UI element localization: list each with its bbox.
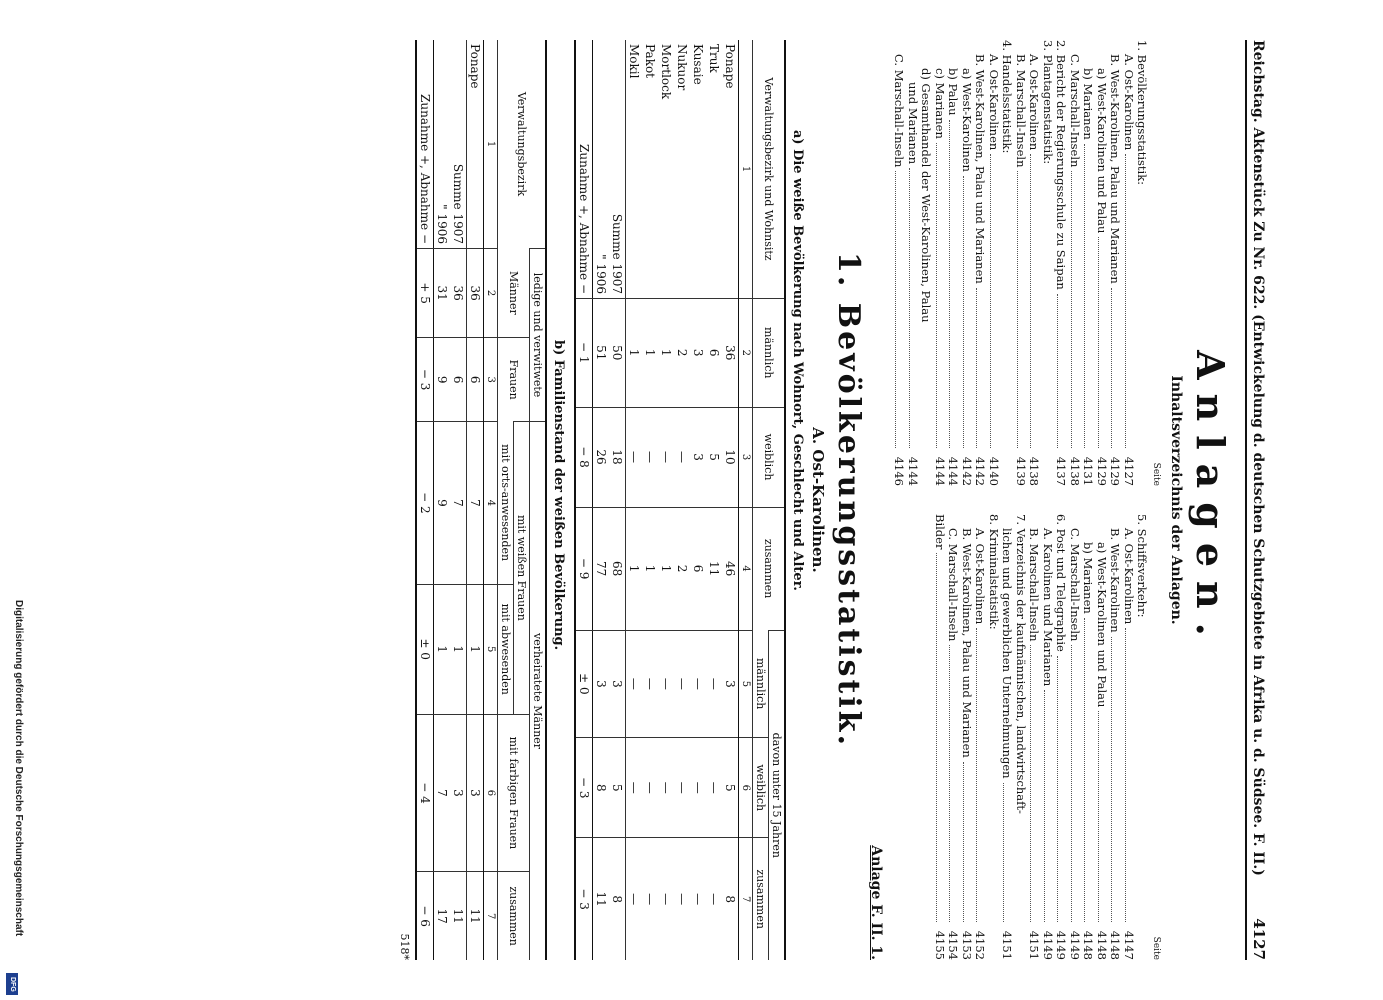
- column-number-row: [739, 40, 753, 960]
- toc-entry-page: 4144: [946, 456, 961, 486]
- cell-value: 1: [434, 584, 451, 714]
- toc-entry: [1068, 514, 1082, 960]
- col-head-women: Frauen: [498, 338, 530, 422]
- toc-entry: [1108, 514, 1122, 960]
- col-head-married: verheiratete Männer: [530, 422, 547, 960]
- cell-value: 3: [450, 714, 467, 872]
- cell-value: 36: [467, 249, 484, 338]
- cell-value: 68: [609, 507, 626, 630]
- toc-entry: [1014, 40, 1028, 486]
- toc-entry-title: b) Marianen: [1081, 542, 1096, 614]
- page-title: Anlagen.: [1188, 350, 1233, 650]
- cell-value: 9: [434, 338, 451, 422]
- toc-entry: [933, 514, 947, 960]
- digitization-note: [4, 600, 24, 995]
- cell-value: —: [674, 738, 690, 838]
- cell-value: − 9: [575, 507, 593, 630]
- col-head-under15-total: zusammen: [753, 838, 769, 960]
- row-label: Summe 1907: [450, 40, 467, 249]
- column-number: 5: [739, 630, 753, 738]
- sheet-number: 518*: [398, 933, 411, 960]
- toc-leader-dots: [963, 176, 973, 448]
- toc-entry-page: 4139: [1014, 456, 1028, 486]
- cell-value: 17: [434, 872, 451, 960]
- toc-entry: [1041, 40, 1055, 486]
- column-number: 2: [484, 249, 498, 338]
- toc-entry-title: lichen und gewerblichen Unternehmungen: [1000, 528, 1015, 779]
- place-name: Mokil: [627, 44, 641, 79]
- cell-value: 31: [434, 249, 451, 338]
- toc-entry-title: 5. Schiffsverkehr:: [1135, 514, 1150, 618]
- toc-entry-title: 7. Verzeichnis der kaufmännischen, landwirtschaft-: [1014, 514, 1028, 814]
- toc-entry-page: 4146: [892, 456, 907, 486]
- cell-value: 11: [467, 872, 484, 960]
- col-head-white-wives: mit weißen Frauen: [514, 422, 530, 715]
- toc-entry: [973, 40, 987, 486]
- cell-value: 3: [690, 407, 706, 507]
- cell-value: 1: [658, 507, 674, 630]
- toc-entry-title: A. Ost-Karolinen: [987, 54, 1001, 151]
- column-number: 7: [484, 872, 498, 960]
- toc-entry-title: b) Marianen: [1081, 68, 1096, 140]
- toc-page-header: Seite: [1151, 462, 1161, 486]
- toc-entry-title: B. Marschall-Inseln: [1014, 54, 1028, 168]
- toc-entry: [892, 40, 906, 486]
- cell-value: 46: [722, 507, 739, 630]
- toc-entry-title: A. Karolinen und Marianen: [1041, 528, 1055, 687]
- cell-value: 6: [450, 338, 467, 422]
- row-label: " 1906: [594, 254, 608, 294]
- population-table: [574, 40, 786, 960]
- cell-value: —: [642, 407, 658, 507]
- toc-entry-page: 4151: [1000, 930, 1015, 960]
- toc-entry-title: Bilder: [933, 514, 947, 550]
- toc-entry-title: B. West-Karolinen, Palau und Marianen: [960, 528, 974, 758]
- toc-page-header: Seite: [1151, 936, 1161, 960]
- cell-value: 36: [722, 299, 739, 408]
- toc-leader-dots: [936, 143, 946, 448]
- row-label: Summe 1907: [609, 40, 626, 299]
- toc-entry-page: 4131: [1081, 456, 1096, 486]
- cell-value: 11: [706, 507, 722, 630]
- toc-entry-page: 4129: [1108, 456, 1123, 486]
- toc-entry: [1014, 514, 1028, 960]
- column-number: 1: [739, 40, 753, 299]
- toc-leader-dots: [977, 288, 987, 448]
- toc-leader-dots: [1044, 690, 1054, 922]
- population-table-body: [575, 40, 753, 960]
- toc-leader-dots: [936, 553, 946, 922]
- toc-entry-title: A. Ost-Karolinen: [1122, 54, 1136, 151]
- toc-entry-page: 4151: [1027, 930, 1042, 960]
- cell-value: —: [674, 838, 690, 960]
- cell-value: —: [626, 407, 643, 507]
- toc-leader-dots: [1125, 154, 1135, 448]
- col-head-colored-wives: mit farbigen Frauen: [498, 714, 530, 872]
- toc-entry-title: A. Ost-Karolinen: [1122, 528, 1136, 625]
- toc-entry-page: 4149: [1054, 930, 1069, 960]
- toc-entry-page: 4149: [1068, 930, 1082, 960]
- cell-value: —: [706, 738, 722, 838]
- toc-leader-dots: [1031, 645, 1041, 922]
- toc-entry: [1135, 514, 1149, 960]
- toc-entry-page: 4148: [1108, 930, 1123, 960]
- cell-value: 1: [626, 507, 643, 630]
- col-head-married-total: zusammen: [498, 872, 530, 960]
- cell-value: 8: [609, 838, 626, 960]
- cell-value: 36: [450, 249, 467, 338]
- col-head-female: weiblich: [753, 407, 786, 507]
- toc-entry: [1095, 40, 1109, 486]
- cell-value: 11: [593, 838, 610, 960]
- row-label: Zunahme +, Abnahme −: [575, 40, 593, 299]
- toc-entry: [906, 40, 920, 486]
- family-status-table: [415, 40, 547, 960]
- cell-value: 50: [609, 299, 626, 408]
- cell-value: 2: [674, 507, 690, 630]
- column-number: 5: [484, 584, 498, 714]
- toc-entry-page: 4149: [1041, 930, 1055, 960]
- family-status-table-body: [416, 40, 498, 960]
- table-row: [674, 40, 690, 960]
- toc-entry: [1095, 514, 1109, 960]
- toc-leader-dots: [1058, 294, 1068, 448]
- cell-value: —: [658, 738, 674, 838]
- cell-value: − 3: [575, 838, 593, 960]
- document-page: [100, 0, 1280, 1000]
- cell-value: − 3: [416, 338, 434, 422]
- toc-leader-dots: [963, 762, 973, 922]
- toc-entry-title: A. Ost-Karolinen: [973, 528, 988, 625]
- toc-entry-page: 4154: [946, 930, 961, 960]
- toc-entry: [1081, 514, 1095, 960]
- table-row: [706, 40, 722, 960]
- toc-entry-title: 2. Bericht der Regierungsschule zu Saipan: [1054, 40, 1069, 290]
- table-row: [467, 40, 484, 960]
- cell-value: 6: [690, 507, 706, 630]
- toc-entry-title: B. West-Karolinen, Palau und Marianen: [1108, 54, 1123, 284]
- page-number: 4127: [1250, 918, 1268, 960]
- toc-entry: [1041, 514, 1055, 960]
- toc-entry: [1122, 40, 1136, 486]
- toc-entry-page: 4155: [933, 930, 947, 960]
- cell-value: 2: [674, 299, 690, 408]
- toc-entry: [1108, 40, 1122, 486]
- cell-value: —: [706, 630, 722, 738]
- toc-entry-title: 6. Post und Telegraphie: [1054, 514, 1069, 652]
- column-number: 4: [484, 422, 498, 585]
- table-row: [416, 40, 434, 960]
- section-title: 1. Bevölkerungsstatistik.: [831, 251, 866, 749]
- column-number: 2: [739, 299, 753, 408]
- toc-leader-dots: [1058, 656, 1068, 922]
- table1-caption: a) Die weiße Bevölkerung nach Wohnort, Geschlecht und Alter.: [790, 130, 805, 591]
- row-label: Ponape: [468, 44, 482, 89]
- toc-entry-page: 4138: [1068, 456, 1082, 486]
- cell-value: 9: [434, 422, 451, 585]
- toc-leader-dots: [1098, 237, 1108, 448]
- cell-value: − 1: [575, 299, 593, 408]
- cell-value: − 2: [416, 422, 434, 585]
- col-head-absent: mit abwesenden: [498, 584, 514, 714]
- toc-entry-title: C. Marschall-Inseln: [892, 54, 907, 168]
- cell-value: 26: [593, 407, 610, 507]
- toc-entry-page: 4153: [960, 930, 974, 960]
- column-number: 4: [739, 507, 753, 630]
- toc-entry-page: 4148: [1081, 930, 1096, 960]
- column-number: 6: [484, 714, 498, 872]
- cell-value: —: [658, 838, 674, 960]
- cell-value: —: [626, 838, 643, 960]
- toc-entry-title: C. Marschall-Inseln: [946, 528, 961, 642]
- row-label: " 1906: [435, 204, 449, 244]
- cell-value: − 6: [416, 872, 434, 960]
- dfg-logo: DFG: [6, 973, 18, 995]
- place-name: Pakot: [643, 44, 657, 79]
- toc-entry-title: A. Ost-Karolinen: [1027, 54, 1042, 151]
- toc-entry-title: 4. Handelsstatistik:: [1000, 40, 1015, 154]
- toc-entry-title: B. West-Karolinen: [1108, 528, 1123, 633]
- toc-entry-title: 3. Plantagenstatistik:: [1041, 40, 1055, 165]
- cell-value: 5: [609, 738, 626, 838]
- cell-value: —: [690, 738, 706, 838]
- col-head-single: ledige und verwitwete: [530, 249, 547, 422]
- place-name: Ponape: [723, 44, 737, 89]
- toc-entry: [1027, 514, 1041, 960]
- toc-leader-dots: [1004, 783, 1014, 922]
- toc-entry-page: 4127: [1122, 456, 1136, 486]
- toc-entry: [987, 40, 1001, 486]
- toc-title: Inhaltsverzeichnis der Anlagen.: [1168, 375, 1184, 625]
- cell-value: —: [626, 738, 643, 838]
- col-head-place: Verwaltungsbezirk und Wohnsitz: [753, 40, 786, 299]
- cell-value: 8: [722, 838, 739, 960]
- cell-value: 77: [593, 507, 610, 630]
- toc-leader-dots: [909, 168, 919, 448]
- toc-entry: [1135, 40, 1149, 486]
- cell-value: 7: [434, 714, 451, 872]
- cell-value: 3: [609, 630, 626, 738]
- cell-value: —: [674, 630, 690, 738]
- col-head-men: Männer: [498, 249, 530, 338]
- toc-leader-dots: [1125, 628, 1135, 922]
- place-name: Truk: [707, 44, 721, 73]
- cell-value: —: [642, 630, 658, 738]
- cell-value: 3: [722, 630, 739, 738]
- toc-leader-dots: [1085, 618, 1095, 922]
- subsection-title: A. Ost-Karolinen.: [809, 427, 827, 573]
- cell-value: 51: [593, 299, 610, 408]
- sum-1907-row: [609, 40, 626, 960]
- cell-value: 3: [467, 714, 484, 872]
- cell-value: —: [674, 407, 690, 507]
- toc-leader-dots: [950, 120, 960, 448]
- cell-value: 5: [722, 738, 739, 838]
- cell-value: − 8: [575, 407, 593, 507]
- running-head-title: Reichstag. Aktenstück Zu Nr. 622. (Entwickelung d. deutschen Schutzgebiete in Afrika u. d. Südsee. F. II.): [1250, 40, 1266, 876]
- toc-entry-page: 4148: [1095, 930, 1109, 960]
- toc-entry-page: 4142: [960, 456, 974, 486]
- cell-value: 1: [642, 299, 658, 408]
- toc-entry-title: a) West-Karolinen und Palau: [1095, 68, 1109, 234]
- cell-value: 11: [450, 872, 467, 960]
- toc-entry-title: B. Marschall-Inseln: [1027, 528, 1042, 642]
- table-row: [722, 40, 739, 960]
- table-row: [450, 40, 467, 960]
- toc-entry: [960, 40, 974, 486]
- cell-value: 1: [642, 507, 658, 630]
- toc-entry: [1081, 40, 1095, 486]
- place-name: Nukuor: [675, 44, 689, 91]
- cell-value: 10: [722, 407, 739, 507]
- column-number: 6: [739, 738, 753, 838]
- place-name: Mortlock: [659, 44, 673, 100]
- annex-label: Anlage F. II. 1.: [868, 845, 884, 960]
- cell-value: 3: [690, 299, 706, 408]
- toc-entry-page: 4138: [1027, 456, 1042, 486]
- toc-entry-title: C. Marschall-Inseln: [1068, 528, 1082, 642]
- cell-value: 7: [450, 422, 467, 585]
- toc-entry-page: 4129: [1095, 456, 1109, 486]
- col-head-district: Verwaltungsbezirk: [498, 40, 547, 249]
- column-number: 7: [739, 838, 753, 960]
- cell-value: 7: [467, 422, 484, 585]
- cell-value: ± 0: [575, 630, 593, 738]
- table-row: [434, 40, 451, 960]
- column-number: 1: [484, 40, 498, 249]
- toc-entry: [973, 514, 987, 960]
- toc-entry: [1122, 514, 1136, 960]
- toc-entry: [1000, 514, 1014, 960]
- col-head-under15-female: weiblich: [753, 738, 769, 838]
- cell-value: 6: [706, 299, 722, 408]
- change-row: [575, 40, 593, 960]
- cell-value: − 4: [416, 714, 434, 872]
- toc-entry: [946, 40, 960, 486]
- toc-entry-page: 4140: [987, 456, 1001, 486]
- toc-entry-page: 4152: [973, 930, 988, 960]
- toc-leader-dots: [1112, 637, 1122, 922]
- cell-value: —: [658, 407, 674, 507]
- cell-value: 1: [467, 584, 484, 714]
- table-row: [642, 40, 658, 960]
- cell-value: 6: [467, 338, 484, 422]
- toc-entry: [946, 514, 960, 960]
- column-number-row: [484, 40, 498, 960]
- cell-value: 1: [450, 584, 467, 714]
- table-row: [626, 40, 643, 960]
- cell-value: 1: [658, 299, 674, 408]
- toc-entry-title: d) Gesamthandel der West-Karolinen, Palau: [919, 68, 934, 323]
- cell-value: —: [706, 838, 722, 960]
- toc-leader-dots: [1031, 154, 1041, 448]
- table2-caption: b) Familienstand der weißen Bevölkerung.: [551, 340, 566, 651]
- cell-value: —: [642, 738, 658, 838]
- toc-right-column: [892, 514, 1162, 960]
- toc-leader-dots: [1071, 171, 1081, 448]
- toc-entry-title: C. Marschall-Inseln: [1068, 54, 1082, 168]
- table-row: [690, 40, 706, 960]
- toc-entry-title: B. West-Karolinen, Palau und Marianen: [973, 54, 988, 284]
- toc-left-column: [892, 40, 1162, 486]
- toc-entry: [933, 40, 947, 486]
- table-row: [658, 40, 674, 960]
- col-head-under15: davon unter 15 Jahren: [769, 630, 786, 960]
- toc-entry: [960, 514, 974, 960]
- toc-entry-page: 4144: [906, 456, 920, 486]
- toc-entry-page: 4142: [973, 456, 988, 486]
- toc-entry-title: 8. Kriminalstatistik:: [987, 514, 1001, 630]
- toc-entry-title: c) Marianen: [933, 68, 947, 139]
- toc-leader-dots: [950, 645, 960, 922]
- cell-value: —: [690, 630, 706, 738]
- cell-value: 8: [593, 738, 610, 838]
- row-label: Zunahme +, Abnahme −: [416, 40, 434, 249]
- toc-entry-title: a) West-Karolinen: [960, 68, 974, 172]
- toc-leader-dots: [1112, 288, 1122, 448]
- toc-entry-page: 4144: [933, 456, 947, 486]
- cell-value: 18: [609, 407, 626, 507]
- cell-value: —: [626, 630, 643, 738]
- toc-leader-dots: [990, 154, 1000, 448]
- toc-entry-page: 4137: [1054, 456, 1069, 486]
- toc-entry: [1054, 40, 1068, 486]
- cell-value: ± 0: [416, 584, 434, 714]
- col-head-under15-male: männlich: [753, 630, 769, 738]
- rotated-page: [100, 0, 1280, 1000]
- toc-leader-dots: [1085, 144, 1095, 448]
- cell-value: —: [642, 838, 658, 960]
- running-head: [1245, 40, 1268, 960]
- toc-entry-title: a) West-Karolinen und Palau: [1095, 542, 1109, 708]
- sum-1906-row: [593, 40, 610, 960]
- toc-entry: [1054, 514, 1068, 960]
- toc-leader-dots: [896, 171, 906, 448]
- toc-entry-title: und Marianen: [906, 82, 920, 165]
- cell-value: 1: [626, 299, 643, 408]
- toc-entry-page: 4147: [1122, 930, 1136, 960]
- cell-value: 5: [706, 407, 722, 507]
- toc-entry: [919, 40, 933, 486]
- cell-value: 3: [593, 630, 610, 738]
- digitization-text: Digitalisierung gefördert durch die Deutsche Forschungsgemeinschaft: [13, 600, 24, 937]
- toc-entry: [987, 514, 1001, 960]
- cell-value: —: [690, 838, 706, 960]
- cell-value: + 5: [416, 249, 434, 338]
- col-head-total: zusammen: [753, 507, 786, 630]
- toc-leader-dots: [1071, 645, 1081, 922]
- column-number: 3: [739, 407, 753, 507]
- cell-value: − 3: [575, 738, 593, 838]
- toc-leader-dots: [1017, 171, 1027, 448]
- col-head-present: mit orts-anwesenden: [498, 422, 514, 585]
- column-number: 3: [484, 338, 498, 422]
- toc-leader-dots: [977, 628, 987, 922]
- toc-entry-title: 1. Bevölkerungsstatistik:: [1135, 40, 1150, 186]
- table-of-contents: [892, 40, 1162, 960]
- place-name: Kusaie: [691, 44, 705, 85]
- toc-entry: [1027, 40, 1041, 486]
- cell-value: —: [658, 630, 674, 738]
- toc-entry-title: b) Palau: [946, 68, 961, 116]
- toc-entry: [1000, 40, 1014, 486]
- col-head-male: männlich: [753, 299, 786, 408]
- toc-leader-dots: [1098, 711, 1108, 922]
- toc-entry: [1068, 40, 1082, 486]
